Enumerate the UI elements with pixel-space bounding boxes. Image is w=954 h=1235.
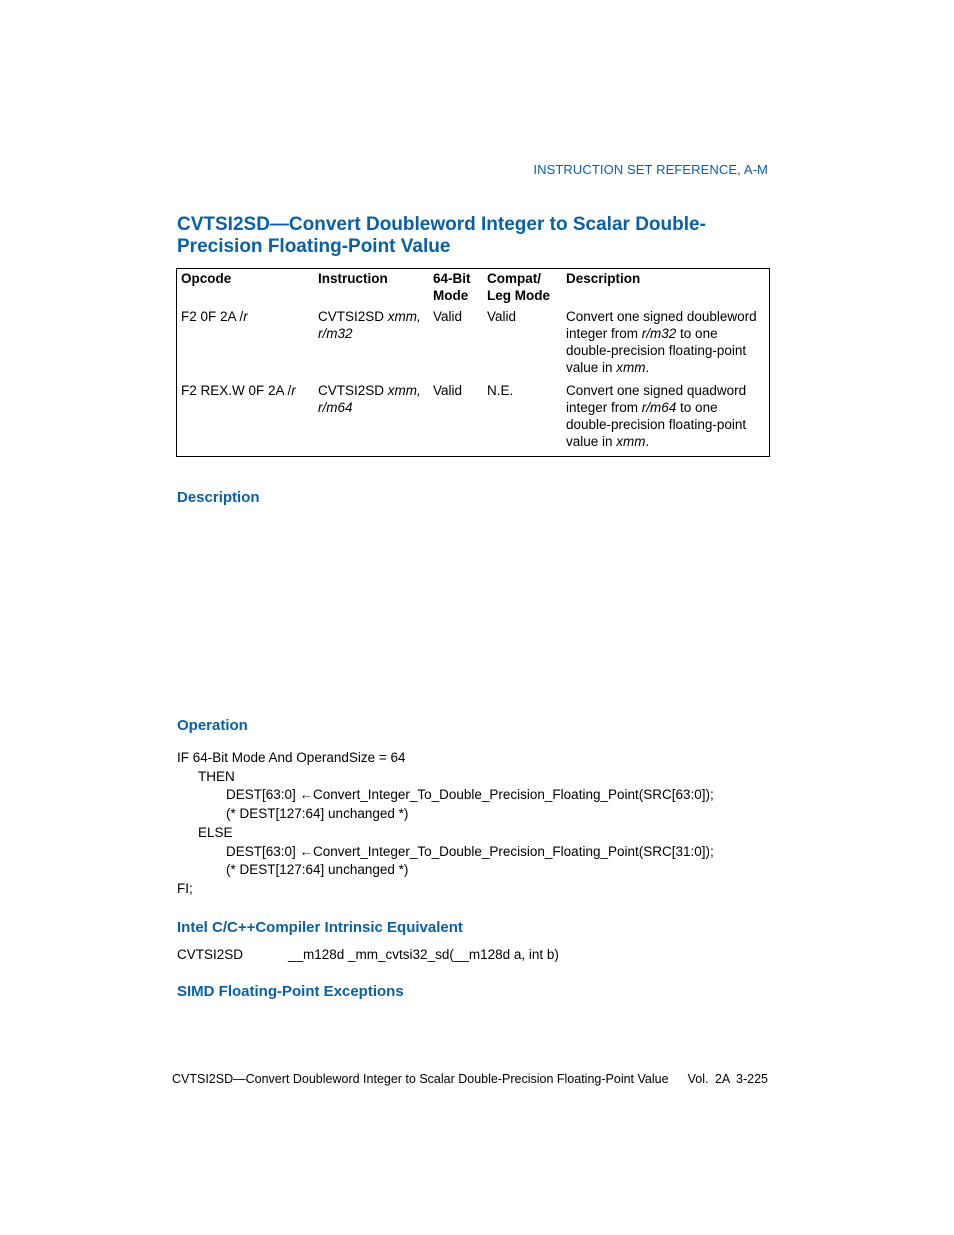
- code-line: FI;: [177, 880, 193, 896]
- page-title: CVTSI2SD—Convert Doubleword Integer to Scalar Double-Precision Floating-Point Value: [177, 214, 706, 257]
- row2-compat-mode: N.E.: [487, 383, 514, 398]
- code-line: (* DEST[127:64] unchanged *): [226, 862, 409, 878]
- row1-instruction: CVTSI2SD xmm, r/m32: [318, 309, 421, 341]
- intrinsic-signature: __m128d _mm_cvtsi32_sd(__m128d a, int b): [288, 947, 559, 962]
- row1-description: Convert one signed doubleword integer from r/m32 to one double-precision floating-point value in xmm.: [566, 309, 757, 375]
- code-line: IF 64-Bit Mode And OperandSize = 64: [177, 750, 406, 765]
- operation-code: [177, 749, 714, 899]
- header-opcode: Opcode: [181, 271, 232, 286]
- running-header: INSTRUCTION SET REFERENCE, A-M: [533, 162, 768, 177]
- row2-64bit-mode: Valid: [433, 383, 463, 398]
- header-instruction: Instruction: [318, 271, 388, 286]
- row1-64bit-mode: Valid: [433, 309, 463, 324]
- code-line: DEST[63:0] ←Convert_Integer_To_Double_Precision_Floating_Point(SRC[63:0]);: [226, 787, 714, 803]
- footer-title: CVTSI2SD—Convert Doubleword Integer to Scalar Double-Precision Floating-Point Value: [172, 1072, 669, 1086]
- header-64bit-mode: 64-Bit Mode: [433, 271, 471, 303]
- header-compat-mode: Compat/ Leg Mode: [487, 271, 550, 303]
- row2-description: Convert one signed quadword integer from r/m64 to one double-precision floating-point value in xmm.: [566, 383, 747, 449]
- intrinsic-heading: Intel C/C++Compiler Intrinsic Equivalent: [177, 919, 463, 936]
- code-line: THEN: [198, 768, 235, 784]
- row2-opcode: F2 REX.W 0F 2A /r: [181, 383, 296, 398]
- exceptions-heading: SIMD Floating-Point Exceptions: [177, 983, 404, 1000]
- intrinsic-name: CVTSI2SD: [177, 947, 244, 962]
- code-line: DEST[63:0] ←Convert_Integer_To_Double_Precision_Floating_Point(SRC[31:0]);: [226, 843, 714, 859]
- header-description: Description: [566, 271, 641, 286]
- description-heading: Description: [177, 489, 260, 506]
- row1-compat-mode: Valid: [487, 309, 517, 324]
- row1-opcode: F2 0F 2A /r: [181, 309, 248, 324]
- code-line: (* DEST[127:64] unchanged *): [226, 806, 409, 822]
- opcode-table: [176, 268, 770, 457]
- row2-instruction: CVTSI2SD xmm, r/m64: [318, 383, 421, 415]
- operation-heading: Operation: [177, 717, 248, 734]
- code-line: ELSE: [198, 824, 233, 840]
- footer-page-number: Vol. 2A 3-225: [687, 1072, 768, 1086]
